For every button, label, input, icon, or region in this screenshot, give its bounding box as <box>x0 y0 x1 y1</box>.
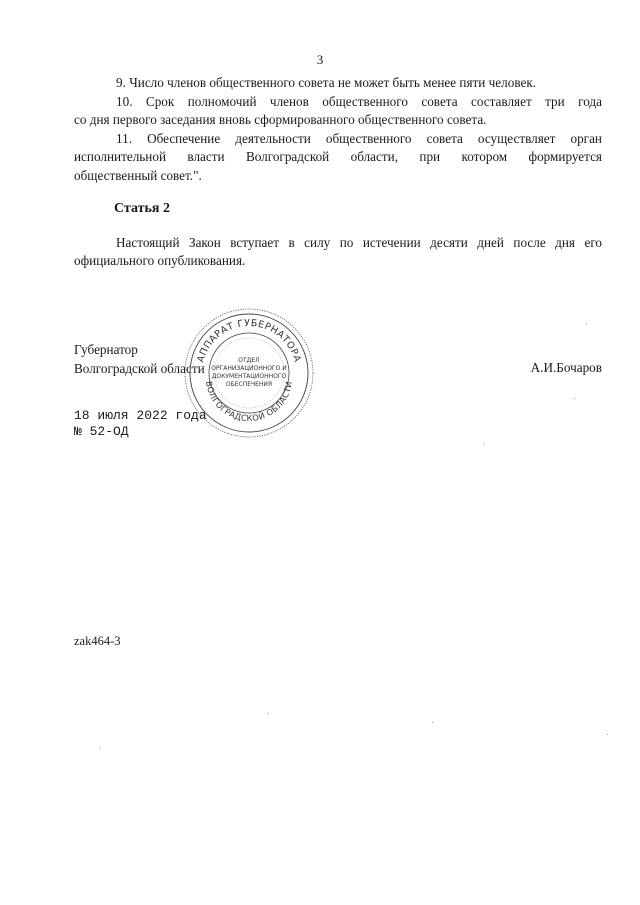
official-seal <box>182 306 316 440</box>
article-2-text <box>74 234 602 271</box>
article-2-line-2: официального опубликования. <box>74 253 246 269</box>
paragraph-item-11-line-1: 11. Обеспечение деятельности общественного совета осуществляет орган <box>116 131 602 146</box>
scan-speck <box>574 398 575 399</box>
article-heading: Статья 2 <box>114 201 170 216</box>
seal-center-line-3: ДОКУМЕНТАЦИОННОГО <box>211 373 287 380</box>
seal-center-line-4: ОБЕСПЕЧЕНИЯ <box>225 381 273 388</box>
governor-title-line-1: Губернатор <box>74 342 138 357</box>
scan-speck <box>586 323 587 324</box>
registration-number: № 52-ОД <box>74 424 129 439</box>
page-number: 3 <box>316 52 324 67</box>
scan-speck <box>432 722 433 723</box>
article-2-line-1: Настоящий Закон вступает в силу по истечении десяти дней после дня его <box>116 235 602 250</box>
governor-title-line-2: Волгоградской области <box>74 361 205 376</box>
registration-date: 18 июля 2022 года <box>74 408 207 423</box>
seal-outer-text: АППАРАТ ГУБЕРНАТОРА <box>195 317 303 364</box>
paragraph-item-9: 9. Число членов общественного совета не может быть менее пяти человек. <box>116 75 537 90</box>
seal-bottom-text: ВОЛГОГРАДСКОЙ ОБЛАСТИ <box>204 380 294 424</box>
governor-name: А.И.Бочаров <box>530 360 602 375</box>
scan-speck <box>100 748 101 749</box>
paragraph-item-10 <box>74 93 602 130</box>
paragraph-item-11-line-2: исполнительной власти Волгоградской области, при котором формируется <box>74 149 602 165</box>
paragraph-item-11-line-3: общественный совет.". <box>74 167 202 183</box>
paragraph-item-10-line-2: со дня первого заседания вновь сформированного общественного совета. <box>74 112 487 128</box>
footer-document-code: zak464-3 <box>74 634 121 648</box>
scan-speck <box>607 734 608 735</box>
paragraph-item-10-line-1: 10. Срок полномочий членов общественного совета составляет три года <box>116 94 602 109</box>
paragraph-item-11 <box>74 130 602 185</box>
scan-speck <box>484 443 485 444</box>
scan-speck <box>268 713 269 714</box>
seal-center-line-2: ОРГАНИЗАЦИОННОГО И <box>211 365 287 372</box>
seal-center-line-1: ОТДЕЛ <box>238 357 260 364</box>
